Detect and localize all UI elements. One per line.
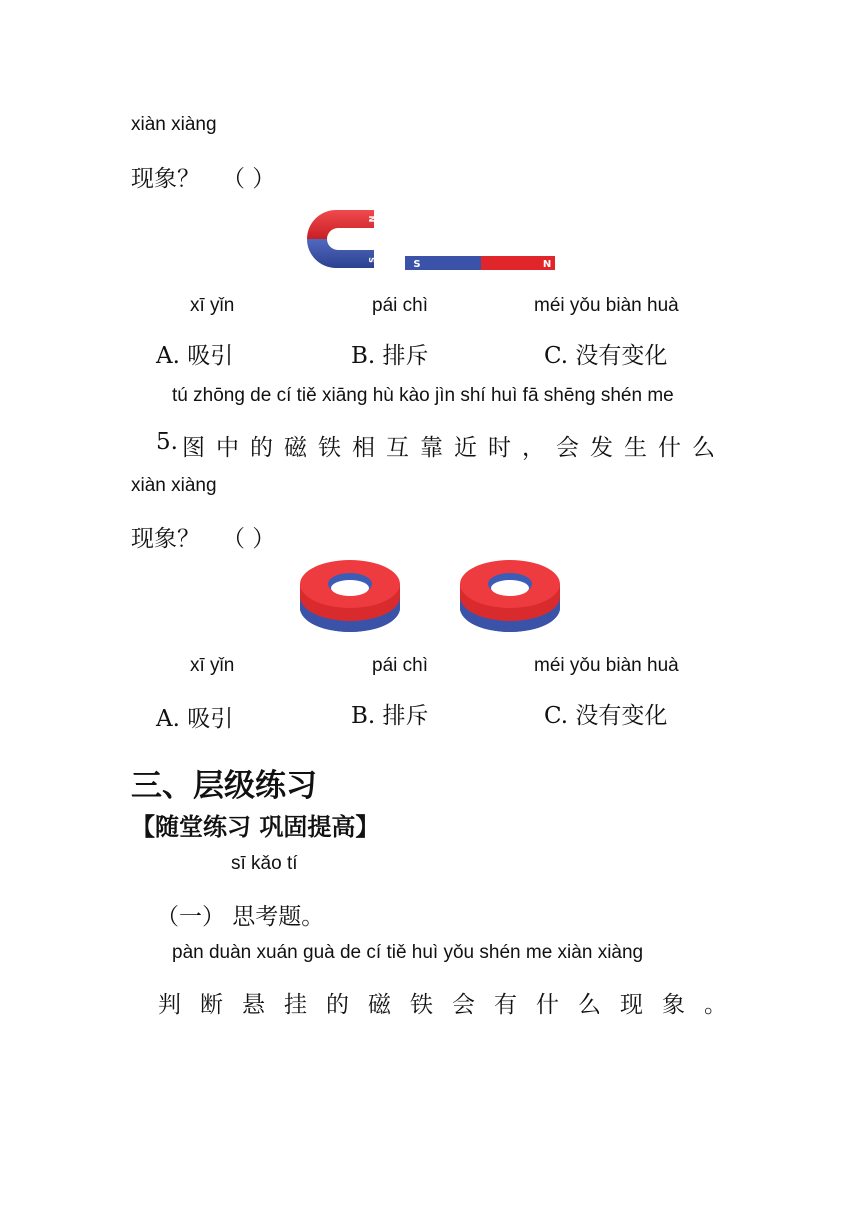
question-text: 判断悬挂的磁铁会有什么现象。: [158, 992, 746, 1018]
q4-option-a-pinyin: xī yǐn: [190, 295, 235, 316]
q4-text-tail: 现象？: [131, 166, 200, 192]
u-magnet-n-label: N: [367, 215, 376, 223]
sub-title: （一） 思考题。: [156, 904, 325, 930]
section-subheading: 【随堂练习 巩固提高】: [131, 813, 380, 841]
q5-text: 图中的磁铁相互靠近时，会发生什么: [182, 435, 726, 461]
q5-option-b-pinyin: pái chì: [372, 655, 428, 676]
q5-text-tail: 现象？: [131, 526, 200, 552]
ring-magnet-right-image: [458, 556, 562, 642]
ring-magnet-left-image: [298, 556, 402, 642]
u-magnet-s-label: S: [367, 257, 376, 263]
q4-pinyin-tail: xiàn xiàng: [131, 114, 217, 135]
q4-option-b-pinyin: pái chì: [372, 295, 428, 316]
q5-option-c-pinyin: méi yǒu biàn huà: [534, 655, 679, 676]
q5-number: 5.: [156, 429, 178, 455]
q4-option-c: C. 没有变化: [544, 343, 668, 369]
q5-answer-paren: （ ）: [222, 526, 276, 552]
section-heading: 三、层级练习: [131, 768, 317, 804]
q5-option-b: B. 排斥: [351, 703, 429, 729]
q5-pinyin-line: tú zhōng de cí tiě xiāng hù kào jìn shí huì fā shēng shén me: [172, 385, 674, 406]
question-pinyin: pàn duàn xuán guà de cí tiě huì yǒu shén me xiàn xiàng: [172, 942, 644, 963]
q4-option-c-pinyin: méi yǒu biàn huà: [534, 295, 679, 316]
bar-magnet-n-label: N: [542, 259, 552, 270]
q5-option-a-pinyin: xī yǐn: [190, 655, 235, 676]
bar-magnet-image: [405, 254, 557, 272]
q4-option-a: A. 吸引: [156, 343, 234, 369]
q5-option-a: A. 吸引: [156, 706, 234, 732]
q4-option-b: B. 排斥: [351, 343, 429, 369]
q4-answer-paren: （ ）: [222, 166, 276, 192]
q5-option-c: C. 没有变化: [544, 703, 668, 729]
horseshoe-magnet-image: [298, 205, 380, 273]
q5-pinyin-tail: xiàn xiàng: [131, 475, 217, 496]
sub-title-pinyin: sī kǎo tí: [231, 853, 298, 874]
bar-magnet-s-label: S: [413, 259, 421, 270]
